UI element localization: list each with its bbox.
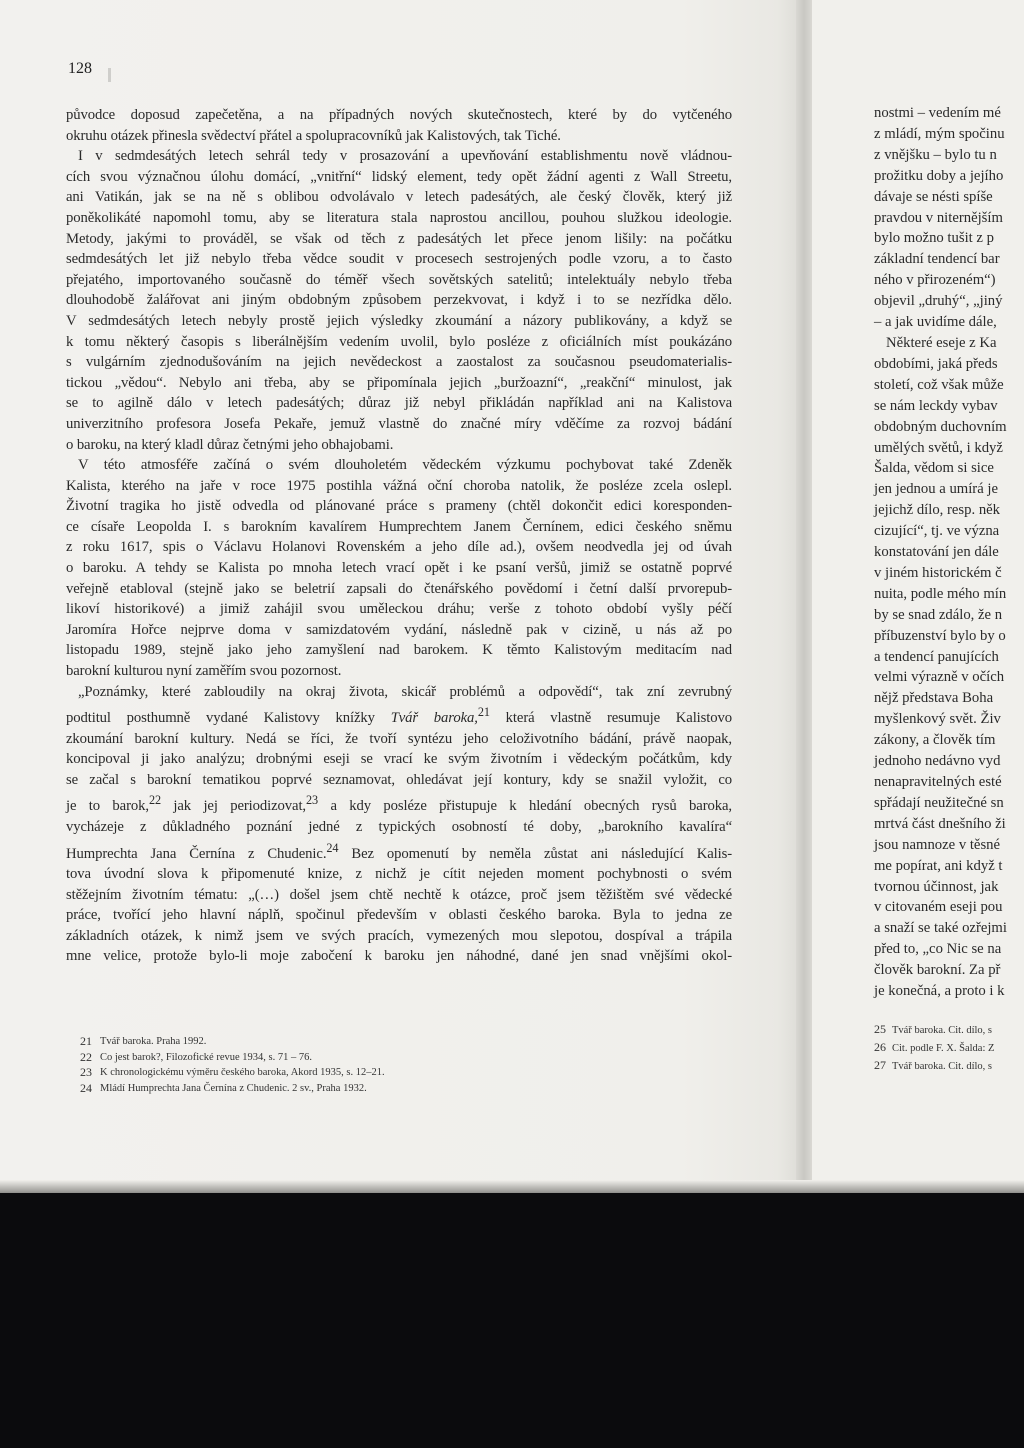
footnote-number: 25: [874, 1022, 886, 1036]
text-line: V této atmosféře začíná o svém dlouholetém vědeckém výzkumu pochybovat také Zdeněk: [78, 457, 732, 474]
text-line: dávaje se nésti spíše: [874, 188, 993, 205]
page-number: 128: [68, 60, 92, 77]
text-line-with-footnote: [66, 838, 732, 864]
text-line: ce císaře Leopolda I. s barokním kavalírem Humprechtem Janem Černínem, edici českého sněmu: [66, 518, 732, 535]
text-line: likoví historikové) a jimiž zahájil svou uměleckou dráhu; verše z tohoto období vyšly péčí: [66, 601, 732, 618]
text-line: sedmdesátých let již nebylo třeba vědce soudit v procesech sestrojených podle vzoru, a to často: [66, 251, 732, 268]
text-fragment: která vlastně resumuje Kalistovo: [489, 710, 732, 727]
text-line-with-footnote: [66, 790, 732, 816]
text-line: pravdou v niternějším: [874, 209, 1003, 226]
text-line: obdobným duchovním: [874, 418, 1007, 435]
text-line: okruhu otázek přinesla svědectví přátel a spolupracovníků jak Kalistových, tak Tiché.: [66, 127, 561, 144]
footnote-text: Mládí Humprechta Jana Černína z Chudenic. 2 sv., Praha 1932.: [100, 1082, 367, 1094]
text-line: o baroku, na který kladl důraz četnými jeho obhajobami.: [66, 436, 394, 453]
text-line: listopadu 1989, stejně jako jeho zamyšlení nad barokem. K těmto Kalistovým meditacím nad: [66, 642, 732, 659]
footnote-number: 23: [80, 1065, 92, 1079]
book-title: Tvář baroka,: [390, 710, 478, 727]
text-line: jejichž dílo, resp. něk: [874, 502, 1001, 519]
footnote-ref-22: 22: [148, 793, 161, 808]
text-line: příbuzenství bylo by o: [874, 627, 1006, 644]
footnote-number: 22: [80, 1049, 92, 1064]
text-line: myšlenkový svět. Živ: [874, 711, 1001, 728]
text-line: konstatování jen dále: [874, 544, 999, 561]
text-line: I v sedmdesátých letech sehrál tedy v prosazování a upevňování establishmentu nově vládnou-: [78, 148, 732, 165]
scan-speck: [108, 68, 111, 82]
text-line: by se snad zdálo, že n: [874, 606, 1003, 623]
text-line: Jaromíra Hořce nejprve doma v samizdatovém vydání, následně pak v cizině, u nás až po: [66, 621, 732, 638]
text-line: z roku 1617, spis o Václavu Holanovi Rovenském a jeho díle ad.), ovšem neodvedla jej od úvah: [66, 539, 732, 556]
text-line: před to, „co Nic se na: [874, 941, 1002, 958]
text-line: tova úvodní slova k připomenuté knize, z nichž je cítit nejeden moment pochybnosti o svém: [66, 866, 732, 883]
text-line: a tendencí panujících: [874, 648, 999, 665]
text-line: mrtvá část dnešního ži: [874, 815, 1006, 832]
text-line-with-footnote: [66, 702, 732, 728]
text-line: původce doposud zapečetěna, a na případných nových skutečnostech, které by do vytčeného: [66, 107, 732, 123]
text-line: jen jednou a umírá je: [874, 481, 998, 498]
text-line: Kalista, kterého na jaře v roce 1975 postihla vážná oční choroba natolik, že posléze zcela oslepl.: [66, 477, 732, 494]
text-line: člověk barokní. Za př: [874, 962, 1001, 979]
text-line: nostmi – vedením mé: [874, 105, 1001, 121]
text-fragment: jak jej periodizovat,: [161, 798, 307, 815]
text-line: univerzitního profesora Josefa Pekaře, jemuž vlastně do značné míry vděčíme za rozvoj bádání: [66, 415, 732, 432]
text-line: přejatého, importovaného současně do téměř všech sovětských satelitů; intelektuály nebylo třeba: [66, 271, 732, 288]
text-line: zákony, a člověk tím: [874, 732, 996, 749]
footnote: [874, 1039, 994, 1057]
footnote-number: 24: [80, 1080, 92, 1095]
text-line: veřejně etabloval (stejně jako se beletrií zapsali do čtenářského povědomí i četní další prvorepub-: [66, 580, 732, 597]
text-line: stěžejním životním tématu: „(…) došel jsem chtě nechtě k otázce, proč jsem těžištěm své vědecké: [66, 886, 732, 903]
footnote-ref-24: 24: [326, 840, 339, 855]
text-line: Některé eseje z Ka: [886, 334, 997, 351]
text-line: umělých světů, i když: [874, 439, 1003, 456]
footnote-ref-21: 21: [477, 705, 490, 720]
text-line: zkoumání barokní kultury. Nedá se říci, že tvoří syntézu jeho celoživotního bádání, právě naopak,: [66, 730, 732, 747]
text-line: ani Vatikán, jak se na ně s oblibou odvolávalo v letech padesátých, ale český člověk, který již: [66, 189, 732, 206]
text-line: s vulgárním zjednodušováním na jejich nevědeckost a zaostalost za současnou pseudomaterialis-: [66, 354, 732, 371]
text-line: jednoho nedávno vyd: [874, 753, 1001, 770]
text-line: „Poznámky, které zabloudily na okraj života, skicář problémů a odpovědí“, tak zní zevrubný: [78, 683, 732, 700]
text-line: Metody, jakými to prováděl, se však od těch z padesátých let přece jenom lišily: na počátku: [66, 230, 732, 247]
text-line: V sedmdesátých letech nebyly prostě jejich výsledky zkoumání a názory publikovány, a když se: [66, 312, 732, 329]
text-line: je konečná, a proto i k: [874, 983, 1005, 1000]
footnote-text: Tvář baroka. Cit. dílo, s: [892, 1025, 993, 1036]
text-line: objevil „druhý“, „jiný: [874, 293, 1003, 310]
text-line: tickou „vědou“. Nebylo ani třeba, aby se připomínala jejich „buržoazní“, „reakční“ minulost, jak: [66, 374, 732, 391]
text-line: nenapravitelných esté: [874, 774, 1002, 790]
text-line: bylo možno tušit z p: [874, 230, 994, 247]
footnote: [76, 1081, 736, 1097]
footnote-ref-23: 23: [306, 793, 319, 808]
text-line: z mládí, mým spočinu: [874, 125, 1005, 142]
footnote: [874, 1021, 994, 1039]
text-fragment: a kdy posléze přistupuje k hledání obecných rysů baroka,: [318, 798, 732, 815]
text-line: obdobími, jaká předs: [874, 355, 998, 372]
text-line: dlouhodobě žalářovat ani jiným obdobným způsobem perzekvovat, i když i to se nezřídka dělo.: [66, 292, 732, 309]
text-fragment: podtitul posthumně vydané Kalistovy knížky: [66, 710, 375, 727]
text-fragment: je to barok,: [66, 798, 149, 815]
footnote: [76, 1065, 736, 1081]
footnote-text: Tvář baroka. Cit. dílo, s: [892, 1061, 993, 1072]
footnote-number: 26: [874, 1040, 886, 1054]
text-line: Životní tragika ho jistě odvedla od plánované práce s prameny (chtěl dokončit edici koresponden-: [66, 498, 732, 515]
right-footnotes: [874, 1021, 994, 1075]
footnote: [76, 1050, 736, 1066]
text-line: tvornou účinnost, jak: [874, 878, 999, 895]
text-line: jsou namnoze v těsné: [874, 836, 1001, 853]
text-fragment: Humprechta Jana Černína z Chudenic.: [66, 845, 327, 862]
text-line: práce, tvořící jeho hlavní náplň, spočinul především v oblasti českého baroka. Byla to jedna ze: [66, 907, 732, 924]
text-line: nuita, podle mého mín: [874, 585, 1007, 602]
text-line: století, což však může: [874, 376, 1004, 393]
text-line: cizující“, tj. ve význa: [874, 523, 1000, 540]
text-line: v citovaném eseji pou: [874, 899, 1003, 916]
text-line: o baroku. A tehdy se Kalista po mnoha letech vrací opět i ke psaní veršů, jimiž se ostatně poprvé: [66, 560, 732, 577]
footnote: [874, 1057, 994, 1075]
text-line: z vnějšku – bylo tu n: [874, 146, 997, 163]
footnote-number: 21: [80, 1034, 92, 1048]
footnote: [76, 1034, 736, 1050]
text-line: poněkolikáté napomohl tomu, aby se literatura stala naprostou ancillou, pouhou služkou ideologie.: [66, 209, 732, 226]
text-line: velmi výrazně v očích: [874, 669, 1005, 686]
text-line: – a jak uvidíme dále,: [874, 314, 997, 331]
scan-bottom-edge: [0, 1180, 1024, 1193]
text-line: koncipoval ji jako analýzu; drobnými eseji se vrací ke svým životním i vědeckým počátkům, kdy: [66, 751, 732, 768]
text-line: spřádají neužitečné sn: [874, 794, 1004, 811]
text-line: vycházeje z důkladného poznání jedné z typických osobností té doby, „barokního kavalíra“: [66, 818, 732, 835]
text-line: mne velice, protože bylo-li moje zabočení k baroku jen náhodné, dané jen snad vnějšími okol-: [66, 948, 732, 965]
main-body-text: [66, 105, 732, 967]
text-line: základní tendencí bar: [874, 251, 1000, 268]
right-page: [812, 0, 1024, 1193]
text-fragment: Bez opomenutí by neměla zůstat ani následující Kalis-: [338, 845, 733, 862]
text-line: v jiném historickém č: [874, 564, 1002, 581]
text-line: barokní kulturou nyní zaměřím svou pozornost.: [66, 663, 342, 680]
text-line: se začal s barokní tematikou poprvé seznamovat, ohledávat její kontury, kdy se snažil vyložit, co: [66, 771, 732, 788]
footnotes: [76, 1034, 736, 1096]
footnote-text: Co jest barok?, Filozofické revue 1934, s. 71 – 76.: [100, 1051, 312, 1063]
text-line: prožitku doby a jejího: [874, 167, 1004, 184]
text-line: se nám leckdy vybav: [874, 397, 998, 414]
text-line: a snaží se také ozřejmi: [874, 920, 1007, 937]
text-line: se to agilně dálo v letech padesátých; důraz již nebyl přikládán například ani na Kalistova: [66, 395, 732, 412]
text-line: nějž představa Boha: [874, 690, 994, 707]
footnote-text: Cit. podle F. X. Šalda: Z: [892, 1043, 995, 1054]
text-line: me popírat, ani když t: [874, 857, 1003, 874]
text-line: ného v přirozeném“): [874, 272, 996, 289]
text-line: cích svou význačnou úlohu domácí, „vnitřní“ lidský element, tedy opět žádní agenti z Wall Streetu,: [66, 168, 732, 185]
text-line: k tomu některý časopis s liberálnějším vedením uvolil, bylo posléze z oficiálních míst poukázáno: [66, 333, 732, 350]
text-line: Šalda, vědom si sice: [874, 460, 994, 477]
text-line: základních otázek, k nimž jsem ve svých pracích, vymezených mou slepotou, dospíval a trápila: [66, 927, 732, 944]
footnote-text: K chronologickému výměru českého baroka, Akord 1935, s. 12–21.: [100, 1067, 385, 1078]
right-body-text: [874, 103, 1024, 1002]
footnote-text: Tvář baroka. Praha 1992.: [100, 1036, 207, 1047]
footnote-number: 27: [874, 1058, 886, 1072]
